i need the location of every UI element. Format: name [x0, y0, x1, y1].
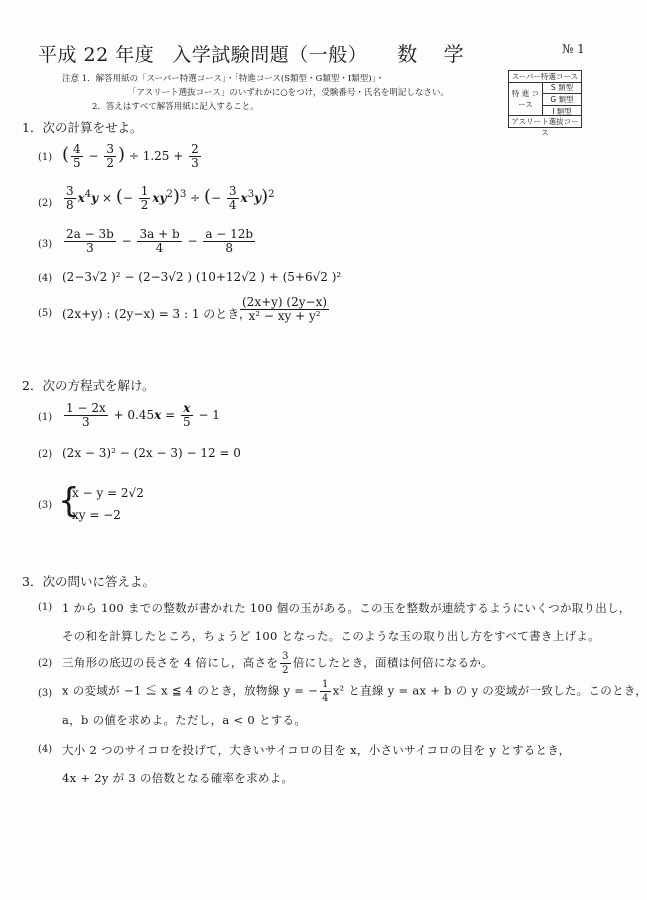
section-1-heading: 1．次の計算をせよ。 — [22, 120, 143, 135]
s1-q1-number: (1) — [38, 152, 53, 163]
s1-q4-number: (4) — [38, 273, 53, 284]
course-i-type: I 類型 — [552, 107, 572, 116]
s1-q3-expression: $\frac{2a - 3b}{3}$ − $\frac{3a + b}{4}$ − $\frac{a - 12b}{8}$ — [66, 227, 254, 255]
s3-q3-line1: x の変域が −1 ≦ x ≦ 4 のとき，放物線 y = − $\frac{1}{4}$ x² と直線 y = ax + b の y の変域が一致した。このとき， — [62, 679, 647, 704]
exam-name: 入学試験問題（一般） — [172, 44, 368, 66]
s3-q4-line1: 大小 2 つのサイコロを投げて，大きいサイコロの目を x，小さいサイコロの目を y とするとき， — [62, 743, 571, 757]
exam-title — [38, 38, 474, 67]
course-box — [508, 70, 582, 137]
course-super: スーパー特選コース — [509, 71, 581, 83]
s3-q3-number: (3) — [38, 688, 53, 699]
note-line-1: 注意 1．解答用紙の「スーパー特選コース」・「特進コース(S類型・G類型・I類型)」・ — [62, 74, 385, 84]
course-g-type: G 類型 — [543, 94, 581, 106]
s2-q2-expression: (2x − 3)² − (2x − 3) − 12 = 0 — [62, 446, 241, 460]
course-s-type: S 類型 — [543, 82, 581, 94]
s2-q1-number: (1) — [38, 412, 53, 423]
course-tokushin: 特 進 コース — [509, 82, 543, 116]
s3-q2-text: 三角形の底辺の長さを 4 倍にし，高さを $\frac{3}{2}$ 倍にしたとき，面積は何倍になるか。 — [62, 651, 493, 676]
s2-q1-expression: $\frac{1 - 2x}{3}$ + 0.45x = $\frac{x}{5}$ − 1 — [66, 401, 220, 429]
system-brace: { — [58, 481, 80, 521]
s1-q2-number: (2) — [38, 198, 53, 209]
era-year: 平成 22 年度 — [38, 44, 155, 66]
s3-q4-number: (4) — [38, 744, 53, 755]
s3-q3-line2: a，b の値を求めよ。ただし，a < 0 とする。 — [62, 713, 307, 727]
s1-q3-number: (3) — [38, 239, 53, 250]
s1-q4-expression: (2−3√2 )² − (2−3√2 ) (10+12√2 ) + (5+6√2 )² — [62, 270, 342, 284]
note-line-2: 「アスリート選抜コース」のいずれかに○をつけ，受験番号・氏名を明記しなさい。 — [128, 88, 449, 98]
s3-q2-number: (2) — [38, 658, 53, 669]
subject-name: 数 学 — [397, 42, 474, 66]
s1-q5-expression: (2x+y) : (2y−x) = 3 : 1 のとき， — [62, 307, 251, 321]
s3-q1-line1: 1 から 100 までの整数が書かれた 100 個の玉がある。この玉を整数が連続するようにいくつか取り出し， — [62, 601, 631, 615]
note-line-3: 2．答えはすべて解答用紙に記入すること。 — [92, 102, 259, 112]
s3-q1-line2: その和を計算したところ，ちょうど 100 となった。このような玉の取り出し方をすべて書き上げよ。 — [62, 629, 600, 643]
s2-q3-number: (3) — [38, 500, 53, 511]
page-number: № 1 — [562, 42, 585, 56]
s1-q5-number: (5) — [38, 308, 53, 319]
s3-q1-number: (1) — [38, 602, 53, 613]
s2-q3-eq1: x − y = 2√2 — [72, 486, 144, 500]
s1-q5-fraction: $\frac{(2x+y) (2y-x)}{\text{x² − xy + y²}}$ — [242, 295, 328, 323]
s1-q1-expression: ( $\frac{4}{5}$ − $\frac{3}{2}$ ) ÷ 1.25 + $\frac{2}{3}$ — [62, 142, 199, 170]
section-3-heading: 3．次の問いに答えよ。 — [22, 574, 155, 589]
course-athlete: アスリート選抜コース — [509, 115, 581, 127]
section-2-heading: 2．次の方程式を解け。 — [22, 378, 155, 393]
s1-q2-expression: $\frac{3}{8}$ $x^4y$ × (− $\frac{1}{2}$ $xy^2)^3$ ÷ (− $\frac{3}{4}$ $x^3y)^2$ — [66, 184, 275, 212]
s2-q3-eq2: xy = −2 — [72, 508, 121, 522]
s3-q4-line2: 4x + 2y が 3 の倍数となる確率を求めよ。 — [62, 771, 294, 785]
s2-q2-number: (2) — [38, 449, 53, 460]
